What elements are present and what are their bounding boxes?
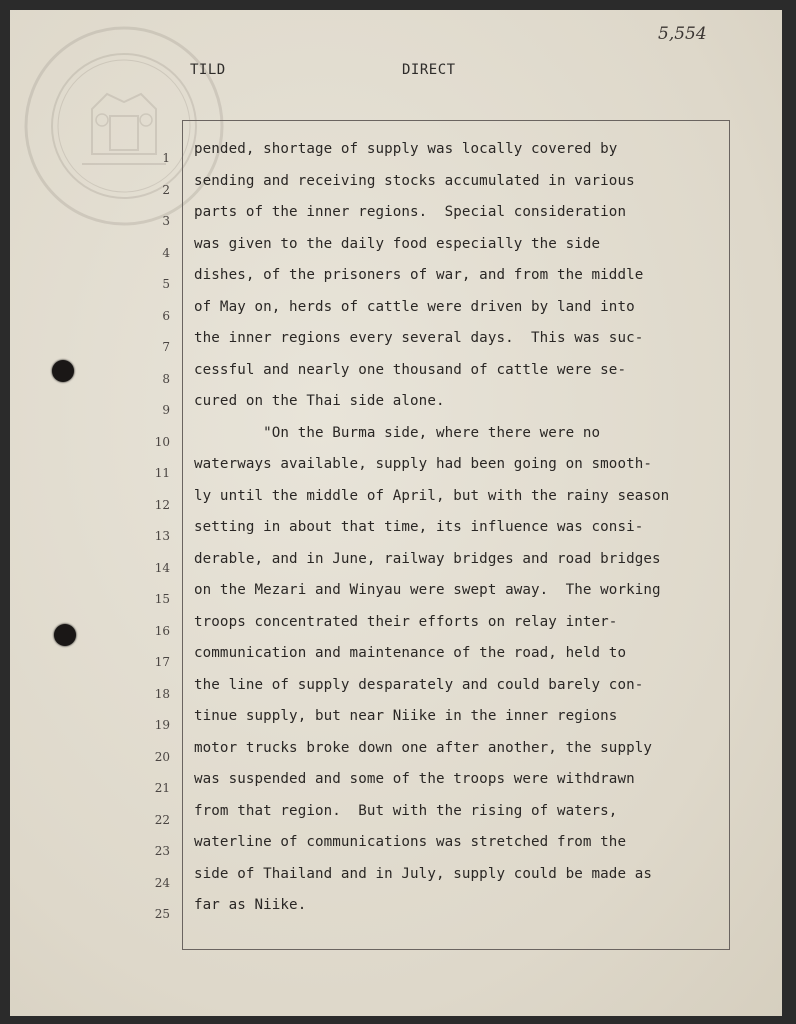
line-number: 7 <box>162 340 170 354</box>
line-number: 14 <box>154 560 170 575</box>
transcript-line: waterline of communications was stretched from the <box>194 834 627 850</box>
transcript-line: of May on, herds of cattle were driven by land into <box>194 298 635 315</box>
transcript-line: "On the Burma side, where there were no <box>194 424 601 441</box>
line-number: 3 <box>162 214 170 228</box>
line-number: 12 <box>154 497 170 512</box>
line-number: 23 <box>154 844 170 858</box>
line-number: 19 <box>154 718 170 732</box>
line-number: 22 <box>154 812 170 827</box>
line-number: 10 <box>154 434 170 449</box>
line-number: 9 <box>162 403 170 417</box>
transcript-line: pended, shortage of supply was locally covered by <box>194 141 618 157</box>
line-number: 4 <box>162 245 170 260</box>
transcript-line: was given to the daily food especially the side <box>194 235 601 252</box>
line-number: 15 <box>154 592 170 606</box>
line-number: 24 <box>154 875 170 890</box>
line-number: 17 <box>154 655 170 669</box>
transcript-line: ly until the middle of April, but with the rainy season <box>194 487 670 504</box>
transcript-line: waterways available, supply had been going on smooth- <box>194 456 653 472</box>
line-number: 18 <box>154 686 170 701</box>
transcript-line: the inner regions every several days. This was suc- <box>194 330 644 346</box>
line-number: 6 <box>162 308 170 323</box>
transcript-line: dishes, of the prisoners of war, and from the middle <box>194 267 644 283</box>
transcript-line: cessful and nearly one thousand of cattle were se- <box>194 361 627 378</box>
line-number: 8 <box>162 371 170 386</box>
line-number: 21 <box>154 781 170 795</box>
transcript-line: derable, and in June, railway bridges and road bridges <box>194 550 661 567</box>
header-witness-name: TILD <box>190 62 226 78</box>
transcript-line: sending and receiving stocks accumulated in various <box>194 172 635 189</box>
header-examination-type: DIRECT <box>402 62 456 78</box>
punch-hole-icon <box>54 624 76 646</box>
transcript-line: setting in about that time, its influence was consi- <box>194 519 644 535</box>
transcript-line: parts of the inner regions. Special consideration <box>194 204 627 220</box>
transcript-line: troops concentrated their efforts on relay inter- <box>194 613 618 630</box>
line-number: 5 <box>162 277 170 291</box>
transcript-line: far as Niike. <box>194 897 307 913</box>
line-number: 13 <box>154 529 170 543</box>
transcript-line: motor trucks broke down one after another, the supply <box>194 739 653 756</box>
transcript-line: the line of supply desparately and could barely con- <box>194 676 644 693</box>
line-number: 2 <box>162 182 170 197</box>
line-number: 25 <box>154 907 170 921</box>
line-number: 11 <box>154 466 170 480</box>
line-number: 1 <box>162 151 170 165</box>
transcript-line: communication and maintenance of the road, held to <box>194 645 627 661</box>
transcript-line: cured on the Thai side alone. <box>194 393 445 409</box>
punch-hole-icon <box>52 360 74 382</box>
line-number: 16 <box>154 623 170 638</box>
transcript-line: from that region. But with the rising of waters, <box>194 802 618 819</box>
transcript-line: was suspended and some of the troops were withdrawn <box>194 771 635 787</box>
page-number: 5,554 <box>658 24 707 44</box>
document-page <box>10 10 782 1016</box>
transcript-line: side of Thailand and in July, supply could be made as <box>194 865 653 882</box>
transcript-line: on the Mezari and Winyau were swept away. The working <box>194 582 661 598</box>
transcript-line: tinue supply, but near Niike in the inner regions <box>194 708 618 724</box>
line-number: 20 <box>154 749 170 764</box>
